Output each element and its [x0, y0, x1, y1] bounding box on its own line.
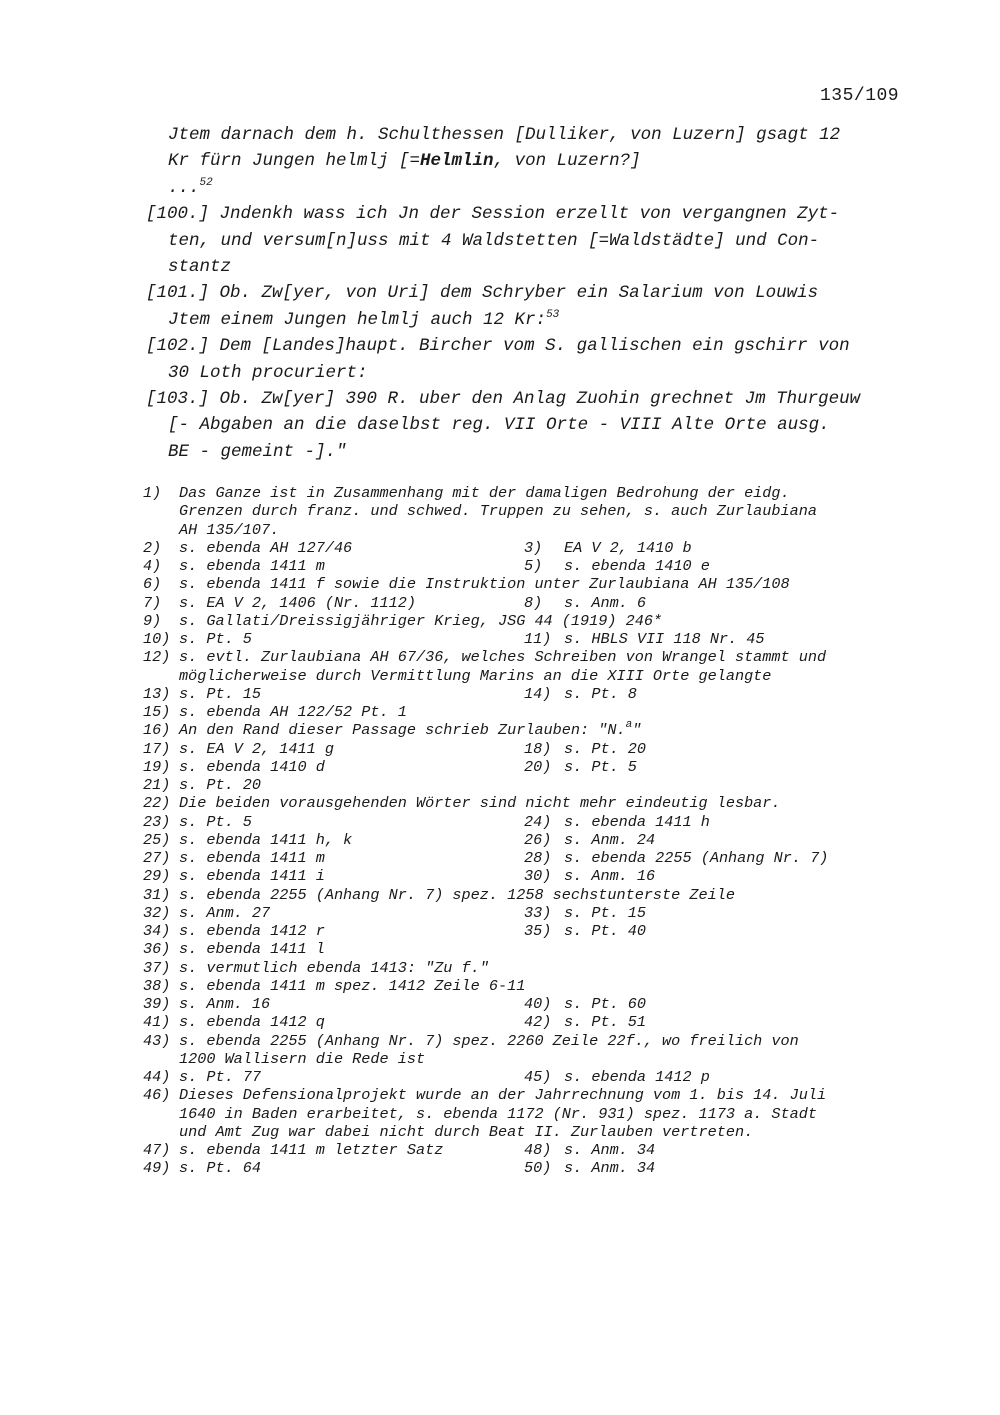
- body-line: [101.] Ob. Zw[yer, von Uri] dem Schryber ein Salarium von Louwis: [146, 283, 819, 304]
- footnote-text: s. Pt. 15: [564, 903, 647, 922]
- footnote-row: [143, 740, 943, 758]
- footnote-number: 31): [143, 885, 171, 904]
- footnote-number: 18): [524, 739, 552, 758]
- footnote-text: s. ebenda 1411 h: [564, 812, 710, 831]
- footnote-number: 10): [143, 630, 171, 648]
- body-line: stantz: [168, 256, 232, 277]
- footnote-text: s. Pt. 40: [564, 922, 647, 940]
- footnote-number: 12): [143, 648, 171, 667]
- body-line: Jtem darnach dem h. Schulthessen [Dulliker, von Luzern] gsagt 12: [168, 125, 841, 145]
- footnote-number: 35): [524, 922, 552, 940]
- footnote-text: s. ebenda 1411 m spez. 1412 Zeile 6-11: [179, 976, 526, 995]
- footnote-number: 44): [143, 1068, 171, 1086]
- body-text: Jtem einem Jungen helmlj auch 12 Kr:: [168, 309, 547, 330]
- footnote-number: 14): [524, 684, 552, 703]
- footnote-row: [143, 1013, 943, 1031]
- footnote-number: 3): [524, 538, 543, 557]
- footnote-row: [143, 667, 943, 685]
- footnote-text: s. ebenda 1411 f sowie die Instruktion unter Zurlaubiana AH 135/108: [179, 575, 790, 594]
- footnote-text: s. Gallati/Dreissigjähriger Krieg, JSG 44 (1919) 246*: [179, 611, 663, 630]
- footnote-number: 47): [143, 1141, 171, 1159]
- footnote-number: 36): [143, 940, 171, 959]
- footnote-row: [143, 1068, 943, 1086]
- footnote-text: Dieses Defensionalprojekt wurde an der Jahrrechnung vom 1. bis 14. Juli: [179, 1086, 827, 1105]
- body-line: BE - gemeint -].": [168, 441, 347, 462]
- footnote-row: [143, 995, 943, 1013]
- footnote-number: 11): [524, 630, 552, 648]
- footnote-row: [143, 539, 943, 557]
- body-line: [100.] Jndenkh wass ich Jn der Session erzellt von vergangnen Zyt-: [146, 204, 840, 225]
- footnote-text: s. ebenda 1411 h, k: [179, 830, 353, 849]
- footnote-text-part: ": [632, 721, 642, 740]
- footnote-row: [143, 813, 943, 831]
- footnote-row: [143, 794, 943, 812]
- footnote-number: 1): [143, 484, 162, 502]
- footnote-text: s. Pt. 77: [179, 1068, 262, 1086]
- footnote-text: s. ebenda AH 122/52 Pt. 1: [179, 703, 407, 721]
- footnote-row: [143, 922, 943, 940]
- footnote-row: [143, 521, 943, 539]
- footnote-text: s. ebenda 2255 (Anhang Nr. 7): [564, 849, 829, 867]
- footnote-row: [143, 630, 943, 648]
- footnote-text: AH 135/107.: [179, 520, 280, 539]
- footnote-text: s. Anm. 24: [564, 830, 656, 849]
- footnote-text: s. Pt. 5: [179, 812, 252, 831]
- footnote-text: s. ebenda 2255 (Anhang Nr. 7) spez. 2260 Zeile 22f., wo freilich von: [179, 1031, 799, 1050]
- footnote-text: s. ebenda 1410 e: [564, 557, 710, 575]
- footnote-row: [143, 1032, 943, 1050]
- footnote-number: 24): [524, 812, 552, 831]
- footnote-number: 49): [143, 1159, 171, 1178]
- footnote-number: 22): [143, 794, 171, 813]
- footnote-text: s. Pt. 60: [564, 995, 647, 1013]
- footnote-text: Grenzen durch franz. und schwed. Truppen zu sehen, s. auch Zurlaubiana: [179, 502, 817, 521]
- footnote-text: s. ebenda 2255 (Anhang Nr. 7) spez. 1258 sechstunterste Zeile: [179, 885, 735, 904]
- footnote-row: [143, 1141, 943, 1159]
- footnote-number: 26): [524, 830, 552, 849]
- footnote-text: s. Pt. 15: [179, 684, 262, 703]
- footnote-row: [143, 703, 943, 721]
- footnote-text: s. Pt. 20: [179, 776, 262, 794]
- footnote-text: s. Pt. 5: [179, 630, 252, 648]
- footnote-text: s. ebenda 1411 i: [179, 867, 325, 886]
- footnote-row: [143, 612, 943, 630]
- footnote-text: s. ebenda 1411 m letzter Satz: [179, 1141, 444, 1159]
- footnote-number: 30): [524, 867, 552, 886]
- footnote-number: 20): [524, 757, 552, 776]
- footnotes: [143, 484, 943, 1178]
- footnote-text: s. Anm. 16: [564, 867, 656, 886]
- footnote-text: 1200 Wallisern die Rede ist: [179, 1049, 426, 1068]
- footnote-number: 13): [143, 684, 171, 703]
- footnote-number: 25): [143, 830, 171, 849]
- footnote-number: 41): [143, 1013, 171, 1032]
- footnote-text: [179, 721, 641, 739]
- body-text: , von Luzern?]: [493, 151, 641, 172]
- footnote-text: s. ebenda 1411 m: [179, 849, 325, 867]
- footnote-number: 42): [524, 1013, 552, 1032]
- footnote-row: [143, 1159, 943, 1177]
- footnote-number: 15): [143, 703, 171, 721]
- footnote-text: s. HBLS VII 118 Nr. 45: [564, 630, 765, 648]
- footnote-text: s. Anm. 34: [564, 1141, 656, 1159]
- footnote-row: [143, 685, 943, 703]
- footnote-text: s. evtl. Zurlaubiana AH 67/36, welches Schreiben von Wrangel stammt und: [179, 648, 827, 667]
- footnote-number: 37): [143, 958, 171, 977]
- bold-name: Helmlin: [420, 151, 494, 172]
- footnote-row: [143, 721, 943, 739]
- footnote-number: 2): [143, 538, 162, 557]
- footnote-text: möglicherweise durch Vermittlung Marins an die XIII Orte gelangte: [179, 666, 772, 685]
- footnote-text: s. EA V 2, 1411 g: [179, 739, 334, 758]
- footnote-number: 21): [143, 776, 171, 794]
- footnote-row: [143, 1050, 943, 1068]
- footnote-row: [143, 557, 943, 575]
- footnote-row: [143, 594, 943, 612]
- body-text: Kr fürn Jungen helmlj [=: [168, 151, 421, 172]
- footnote-number: 17): [143, 739, 171, 758]
- footnote-row: [143, 940, 943, 958]
- footnote-row: [143, 575, 943, 593]
- footnote-number: 23): [143, 812, 171, 831]
- footnote-text: s. Pt. 20: [564, 739, 647, 758]
- footnote-text: s. Anm. 34: [564, 1159, 656, 1178]
- footnote-number: 4): [143, 557, 162, 575]
- body-line: [102.] Dem [Landes]haupt. Bircher vom S. gallischen ein gschirr von: [146, 336, 850, 357]
- footnote-text: s. ebenda AH 127/46: [179, 538, 353, 557]
- footnote-row: [143, 502, 943, 520]
- footnote-number: 16): [143, 721, 171, 740]
- footnote-number: 50): [524, 1159, 552, 1178]
- body-line: [103.] Ob. Zw[yer] 390 R. uber den Anlag Zuohin grechnet Jm Thurgeuw: [146, 388, 861, 409]
- footnote-text: s. Anm. 6: [564, 593, 647, 612]
- footnote-row: [143, 648, 943, 666]
- body-line: 30 Loth procuriert:: [168, 362, 368, 383]
- footnote-row: [143, 758, 943, 776]
- footnote-number: 46): [143, 1086, 171, 1105]
- footnote-row: [143, 977, 943, 995]
- footnote-row: [143, 1086, 943, 1104]
- footnote-number: 40): [524, 995, 552, 1013]
- footnote-text: s. Pt. 8: [564, 684, 637, 703]
- footnote-number: 5): [524, 557, 543, 575]
- footnote-number: 29): [143, 867, 171, 886]
- footnote-number: 43): [143, 1031, 171, 1050]
- footnote-row: [143, 1105, 943, 1123]
- footnote-number: 32): [143, 903, 171, 922]
- footnote-ref: 53: [546, 308, 560, 321]
- footnote-number: 38): [143, 976, 171, 995]
- footnote-text: und Amt Zug war dabei nicht durch Beat II. Zurlauben vertreten.: [179, 1122, 754, 1141]
- footnote-text: s. ebenda 1412 q: [179, 1013, 325, 1032]
- footnote-ref: 52: [199, 176, 213, 189]
- footnote-text: s. Pt. 51: [564, 1013, 647, 1032]
- footnote-row: [143, 776, 943, 794]
- footnote-text: s. ebenda 1412 p: [564, 1068, 710, 1086]
- footnote-row: [143, 867, 943, 885]
- footnote-text: s. Anm. 16: [179, 995, 271, 1013]
- footnote-text: Das Ganze ist in Zusammenhang mit der damaligen Bedrohung der eidg.: [179, 484, 790, 502]
- body-line: [146, 175, 936, 201]
- footnote-text: 1640 in Baden erarbeitet, s. ebenda 1172 (Nr. 931) spez. 1173 a. Stadt: [179, 1104, 817, 1123]
- superscript: a: [625, 719, 633, 732]
- footnote-text: s. vermutlich ebenda 1413: "Zu f.": [179, 958, 489, 977]
- footnote-number: 45): [524, 1068, 552, 1086]
- footnote-row: [143, 484, 943, 502]
- footnote-text: Die beiden vorausgehenden Wörter sind nicht mehr eindeutig lesbar.: [179, 794, 781, 813]
- footnote-number: 7): [143, 593, 162, 612]
- transcription-body: [146, 122, 936, 465]
- footnote-row: [143, 1123, 943, 1141]
- footnote-text: s. ebenda 1410 d: [179, 757, 325, 776]
- footnote-number: 9): [143, 611, 162, 630]
- footnote-text: s. Anm. 27: [179, 903, 271, 922]
- footnote-number: 6): [143, 575, 162, 594]
- page-number: 135/109: [820, 86, 900, 106]
- footnote-text-part: An den Rand dieser Passage schrieb Zurlauben: "N.: [179, 721, 626, 740]
- footnote-number: 28): [524, 849, 552, 867]
- footnote-text: s. ebenda 1411 l: [179, 940, 325, 959]
- footnote-text: s. EA V 2, 1406 (Nr. 1112): [179, 593, 416, 612]
- footnote-number: 33): [524, 903, 552, 922]
- ellipsis: ...: [168, 177, 200, 198]
- footnote-text: s. ebenda 1412 r: [179, 922, 325, 940]
- footnote-number: 8): [524, 593, 543, 612]
- footnote-number: 34): [143, 922, 171, 940]
- footnote-row: [143, 959, 943, 977]
- footnote-number: 39): [143, 995, 171, 1013]
- body-line: [- Abgaben an die daselbst reg. VII Orte - VIII Alte Orte ausg.: [168, 415, 830, 436]
- body-line: [146, 307, 936, 333]
- footnote-number: 27): [143, 849, 171, 867]
- footnote-number: 48): [524, 1141, 552, 1159]
- footnote-text: s. Pt. 5: [564, 757, 637, 776]
- footnote-row: [143, 886, 943, 904]
- footnote-text: s. ebenda 1411 m: [179, 557, 325, 575]
- body-line: ten, und versum[n]uss mit 4 Waldstetten [=Waldstädte] und Con-: [168, 230, 820, 251]
- footnote-text: EA V 2, 1410 b: [564, 538, 692, 557]
- footnote-row: [143, 831, 943, 849]
- footnote-number: 19): [143, 757, 171, 776]
- footnote-row: [143, 849, 943, 867]
- body-line: [146, 148, 936, 174]
- footnote-text: s. Pt. 64: [179, 1159, 262, 1178]
- footnote-row: [143, 904, 943, 922]
